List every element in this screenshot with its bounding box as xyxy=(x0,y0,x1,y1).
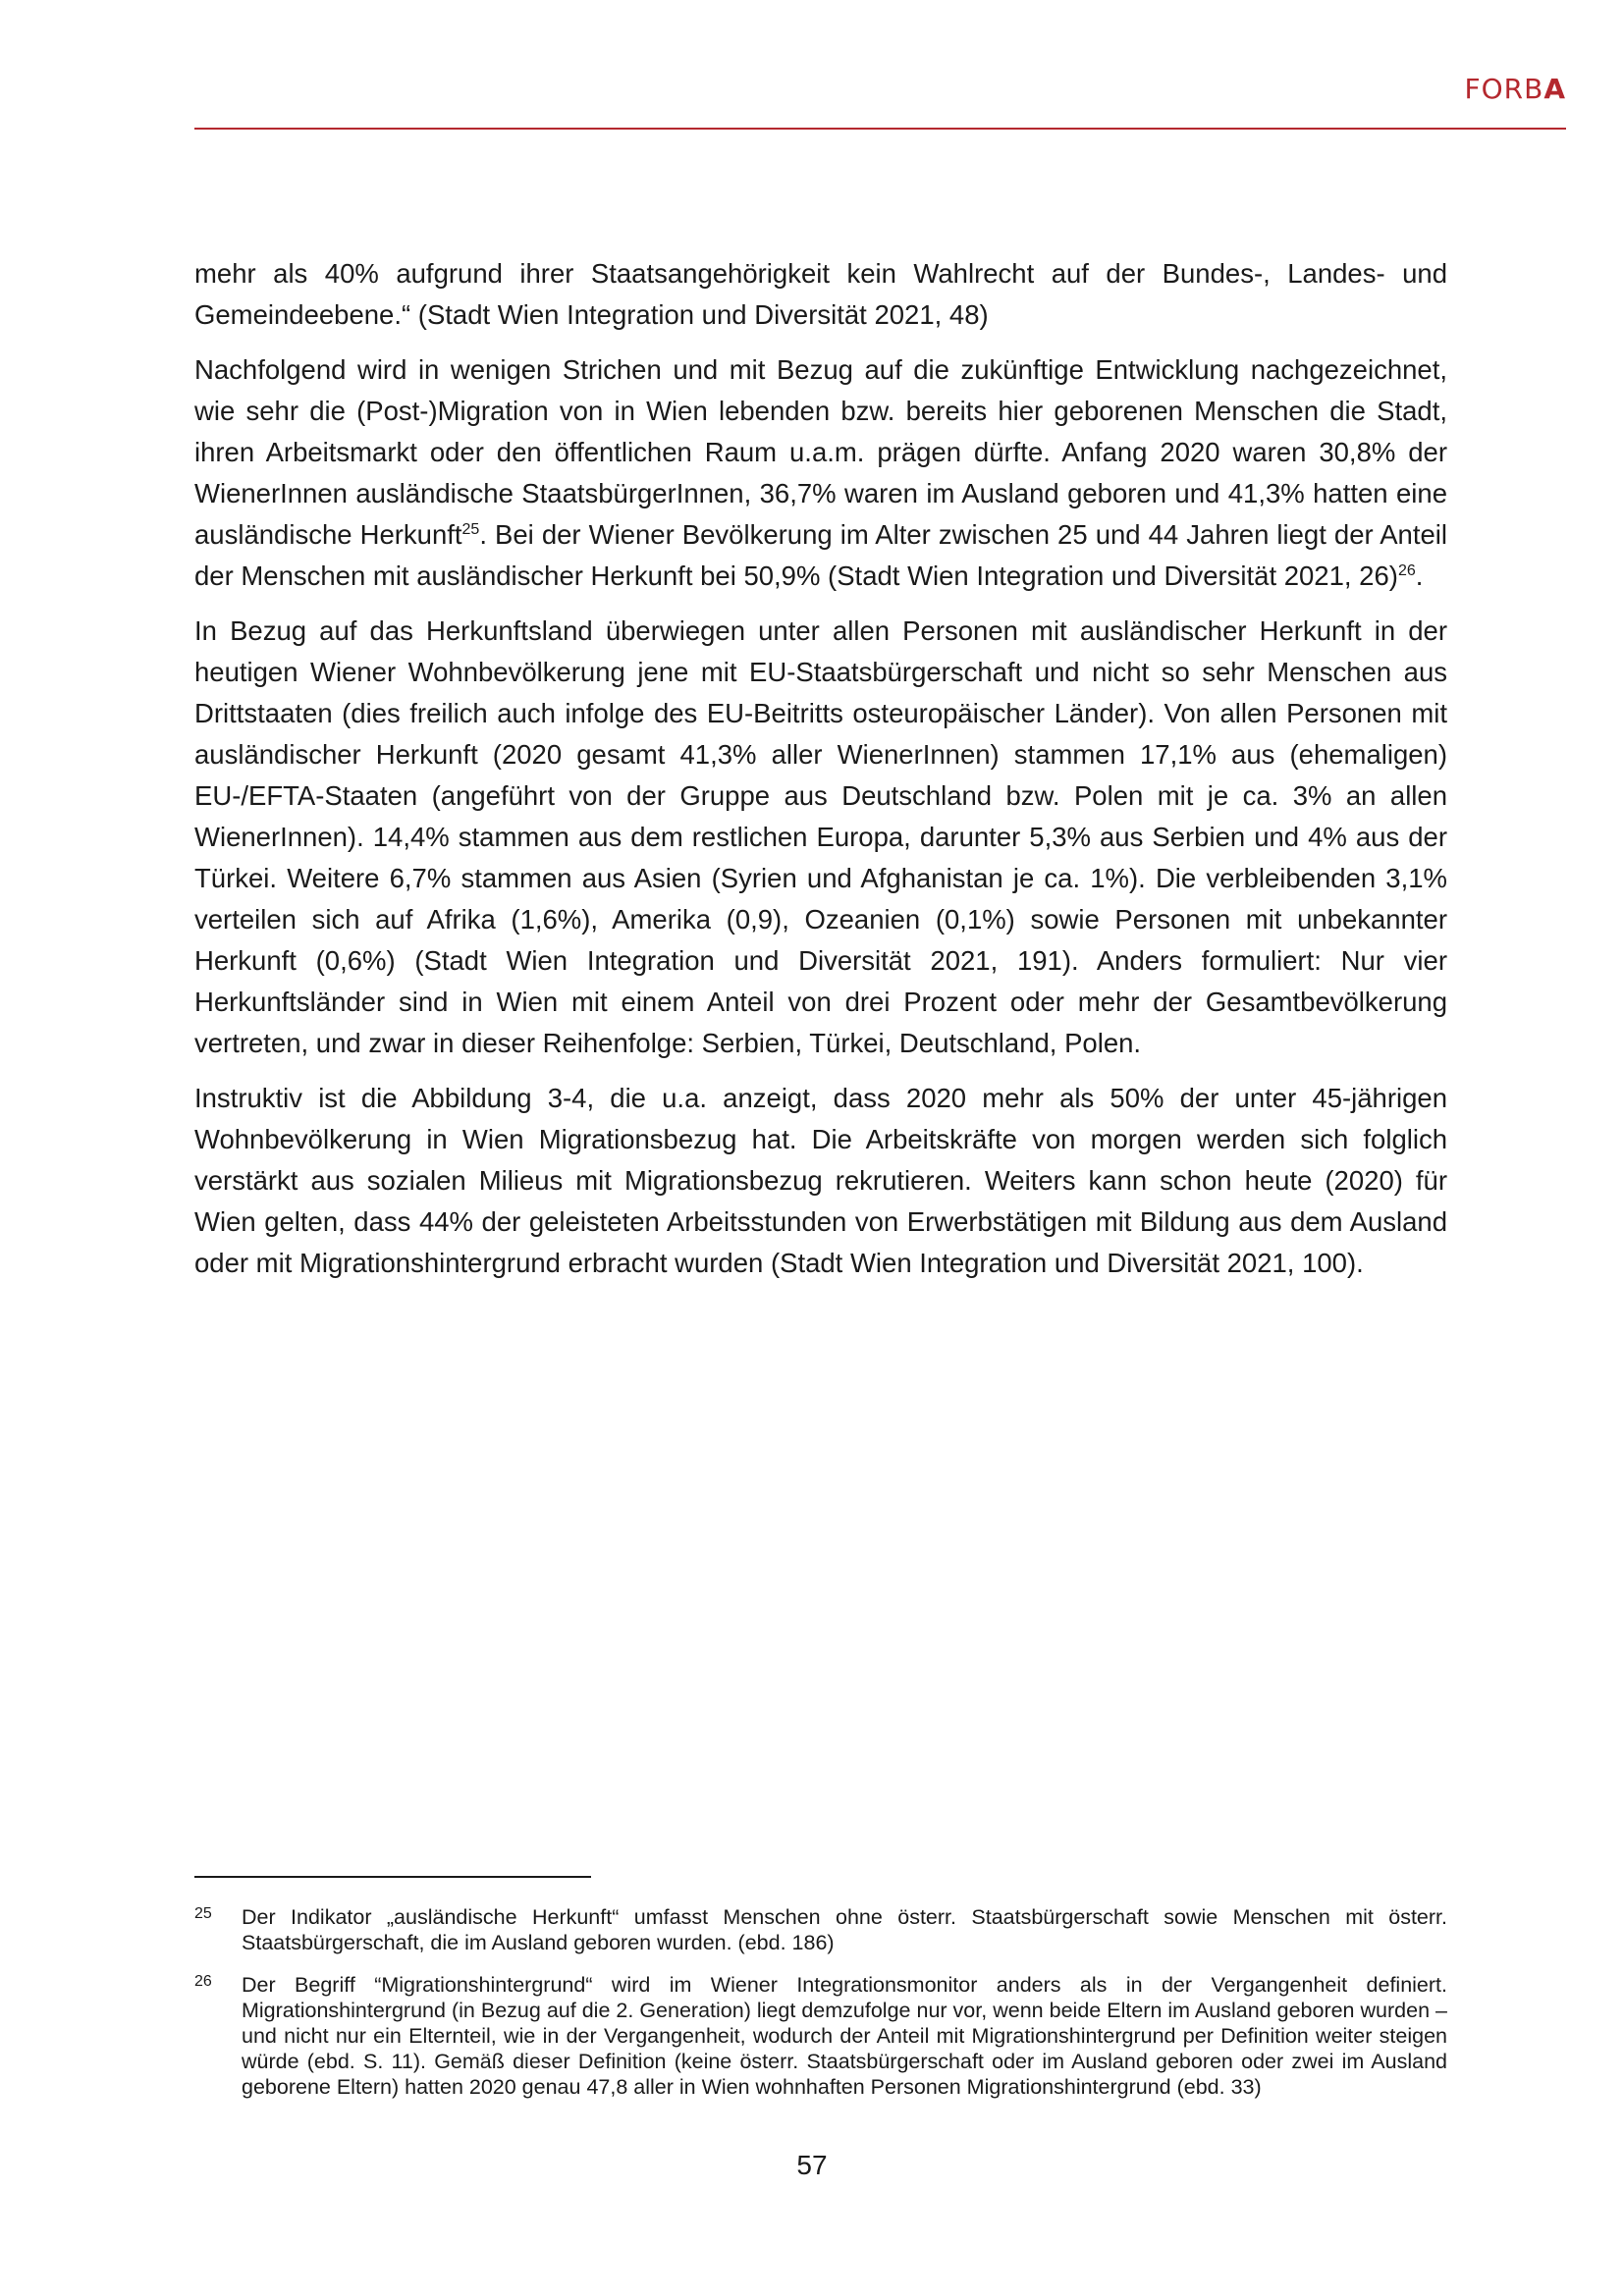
logo-text-regular: FORB xyxy=(1464,73,1544,105)
paragraph-2 xyxy=(194,349,1447,597)
footnote-25 xyxy=(194,1904,1447,1955)
paragraph-3: In Bezug auf das Herkunftsland überwiegen unter allen Personen mit ausländischer Herkunft in der heutigen Wiener Wohnbevölkerung jene mit EU-Staatsbürgerschaft und nicht so sehr Menschen aus Drittstaaten (dies freilich auch infolge des EU-Beitritts osteuropäischer Länder). Von allen Personen mit ausländischer Herkunft (2020 gesamt 41,3% aller WienerInnen) stammen 17,1% aus (ehemaligen) EU-/EFTA-Staaten (angeführt von der Gruppe aus Deutschland bzw. Polen mit je ca. 3% an allen WienerInnen). 14,4% stammen aus dem restlichen Europa, darunter 5,3% aus Serbien und 4% aus der Türkei. Weitere 6,7% stammen aus Asien (Syrien und Afghanistan je ca. 1%). Die verbleibenden 3,1% verteilen sich auf Afrika (1,6%), Amerika (0,9), Ozeanien (0,1%) sowie Personen mit unbekannter Herkunft (0,6%) (Stadt Wien Integration und Diversität 2021, 191). Anders formuliert: Nur vier Herkunftsländer sind in Wien mit einem Anteil von drei Prozent oder mehr der Gesamtbevölkerung vertreten, und zwar in dieser Reihenfolge: Serbien, Türkei, Deutschland, Polen. xyxy=(194,615,1447,1058)
footnote-number: 26 xyxy=(194,1973,212,1990)
paragraph-4: Instruktiv ist die Abbildung 3-4, die u.a. anzeigt, dass 2020 mehr als 50% der unter 45-jährigen Wohnbevölkerung in Wien Migrationsbezug hat. Die Arbeitskräfte von morgen werden sich folglich verstärkt aus sozialen Milieus mit Migrationsbezug rekrutieren. Weiters kann schon heute (2020) für Wien gelten, dass 44% der geleisteten Arbeitsstunden von Erwerbstätigen mit Bildung aus dem Ausland oder mit Migrationshintergrund erbracht wurden (Stadt Wien Integration und Diversität 2021, 100). xyxy=(194,1083,1447,1278)
footnote-text: Der Indikator „ausländische Herkunft“ umfasst Menschen ohne österr. Staatsbürgerschaft sowie Menschen mit österr. Staatsbürgerschaft, die im Ausland geboren wurden. (ebd. 186) xyxy=(242,1905,1447,1954)
footnote-26 xyxy=(194,1972,1447,2100)
footnote-number: 25 xyxy=(194,1905,212,1922)
paragraph-2-part-c: . xyxy=(1415,561,1424,591)
footnote-divider xyxy=(194,1876,591,1878)
footnote-ref-26[interactable]: 26 xyxy=(1397,561,1416,579)
header-divider xyxy=(194,128,1566,130)
paragraph-2-part-b: . Bei der Wiener Bevölkerung im Alter zwischen 25 und 44 Jahren liegt der Anteil der Menschen mit ausländischer Herkunft bei 50,9% (Stadt Wien Integration und Diversität 2021, 26) xyxy=(194,519,1447,591)
footnote-ref-25[interactable]: 25 xyxy=(461,520,480,538)
page-number: 57 xyxy=(796,2150,828,2180)
footnotes xyxy=(194,1904,1447,2116)
body-text xyxy=(194,253,1447,1298)
forba-logo xyxy=(1465,73,1566,105)
paragraph-2-part-a: Nachfolgend wird in wenigen Strichen und mit Bezug auf die zukünftige Entwicklung nachgezeichnet, wie sehr die (Post-)Migration von in Wien lebenden bzw. bereits hier geborenen Menschen die Stadt, ihren Arbeitsmarkt oder den öffentlichen Raum u.a.m. prägen dürfte. Anfang 2020 waren 30,8% der WienerInnen ausländische StaatsbürgerInnen, 36,7% waren im Ausland geboren und 41,3% hatten eine ausländische Herkunft xyxy=(194,354,1447,550)
footnote-text: Der Begriff “Migrationshintergrund“ wird im Wiener Integrationsmonitor anders als in der Vergangenheit definiert. Migrationshintergrund (in Bezug auf die 2. Generation) liegt demzufolge nur vor, wenn beide Eltern im Ausland geboren wurden – und nicht nur ein Elternteil, wie in der Vergangenheit, wodurch der Anteil mit Migrationshintergrund per Definition weiter steigen würde (ebd. S. 11). Gemäß dieser Definition (keine österr. Staatsbürgerschaft oder im Ausland geboren oder zwei im Ausland geborene Eltern) hatten 2020 genau 47,8 aller in Wien wohnhaften Personen Migrationshintergrund (ebd. 33) xyxy=(242,1973,1447,2099)
logo-text-bold: A xyxy=(1543,73,1566,105)
paragraph-1: mehr als 40% aufgrund ihrer Staatsangehörigkeit kein Wahlrecht auf der Bundes-, Landes- und Gemeindeebene.“ (Stadt Wien Integration und Diversität 2021, 48) xyxy=(194,258,1447,330)
